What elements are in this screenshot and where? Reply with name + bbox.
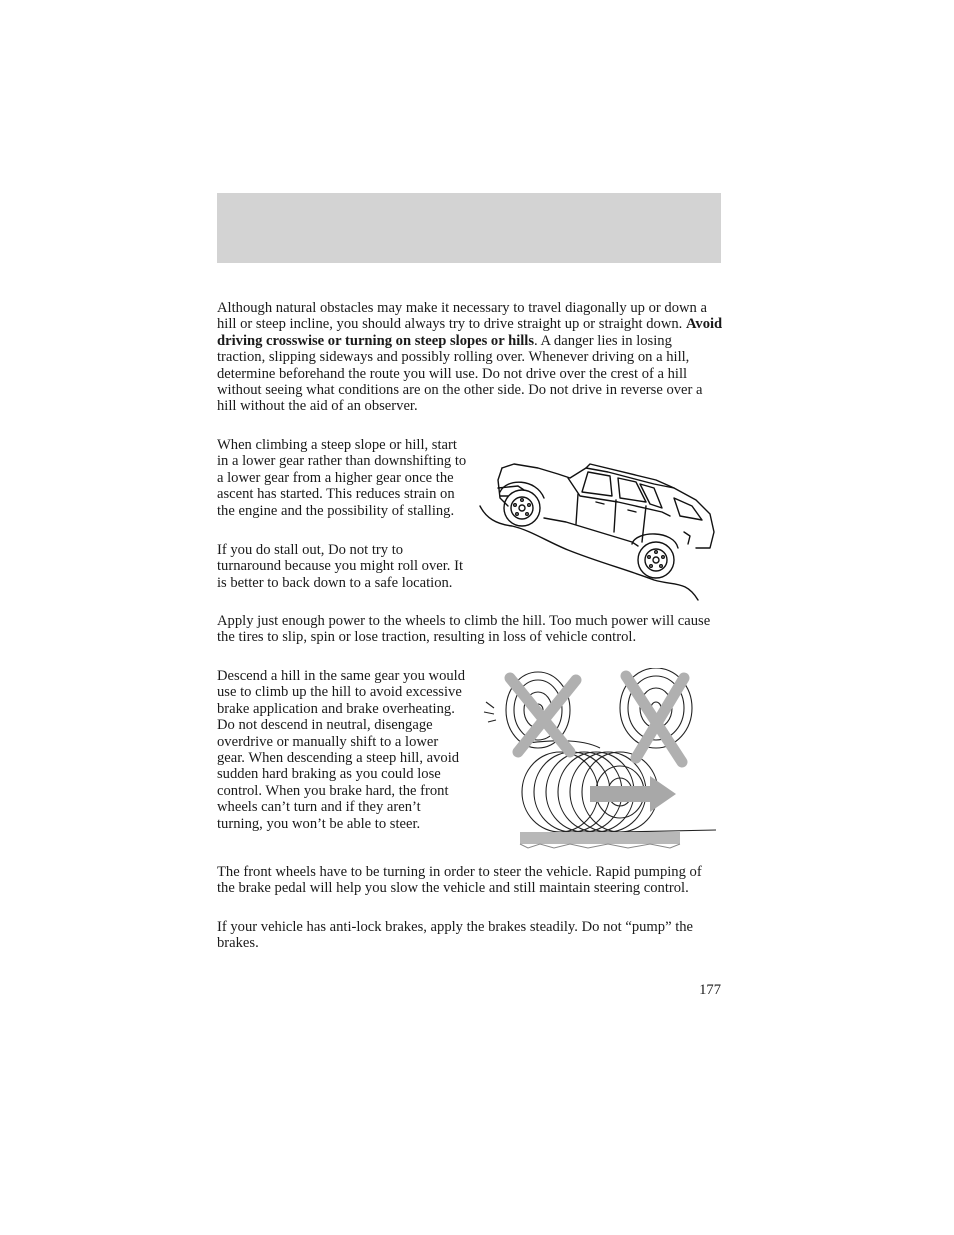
paragraph-text: . A danger lies in losing traction, slipping sideways and possibly rolling over. Whenever driving on a hill, determine beforehand the route you will use. Do not drive over the crest of a hill without seeing what conditions are on the other side. Do not drive in reverse over a hill without the aid of an observer.	[217, 332, 703, 415]
paragraph-climbing: When climbing a steep slope or hill, start in a lower gear rather than downshifting to a lower gear from a higher gear once the ascent has started. This reduces strain on the engine and the possibility of stalling.	[217, 437, 467, 519]
paragraph-stall: If you do stall out, Do not try to turnaround because you might roll over. It is better to back down to a safe location.	[217, 542, 464, 591]
paragraph-power: Apply just enough power to the wheels to climb the hill. Too much power will cause the tires to slip, spin or lose traction, resulting in loss of vehicle control.	[217, 613, 711, 646]
locked-wheels-illustration	[480, 668, 720, 852]
paragraph-descend: Descend a hill in the same gear you would use to climb up the hill to avoid excessive brake application and brake overheating. Do not descend in neutral, disengage overdrive or manually shift to a lower gear. When descending a steep hill, avoid sudden hard braking as you could lose control. When you brake hard, the front wheels can’t turn and if they aren’t turning, you won’t be able to steer.	[217, 668, 466, 832]
chapter-header-band	[217, 193, 721, 263]
suv-climbing-hill-illustration	[478, 458, 722, 604]
warning-bold-text: Avoid driving crosswise or turning on steep slopes or hills	[217, 316, 723, 349]
paragraph-text: Although natural obstacles may make it necessary to travel diagonally up or down a hill or steep incline, you should always try to drive straight up or straight down.	[217, 300, 707, 333]
paragraph-front-wheels: The front wheels have to be turning in order to steer the vehicle. Rapid pumping of the brake pedal will help you slow the vehicle and still maintain steering control.	[217, 864, 702, 897]
paragraph-anti-lock: If your vehicle has anti-lock brakes, apply the brakes steadily. Do not “pump” the brakes.	[217, 919, 694, 952]
paragraph-diagonal-driving	[217, 300, 723, 415]
page-number: 177	[699, 982, 721, 998]
